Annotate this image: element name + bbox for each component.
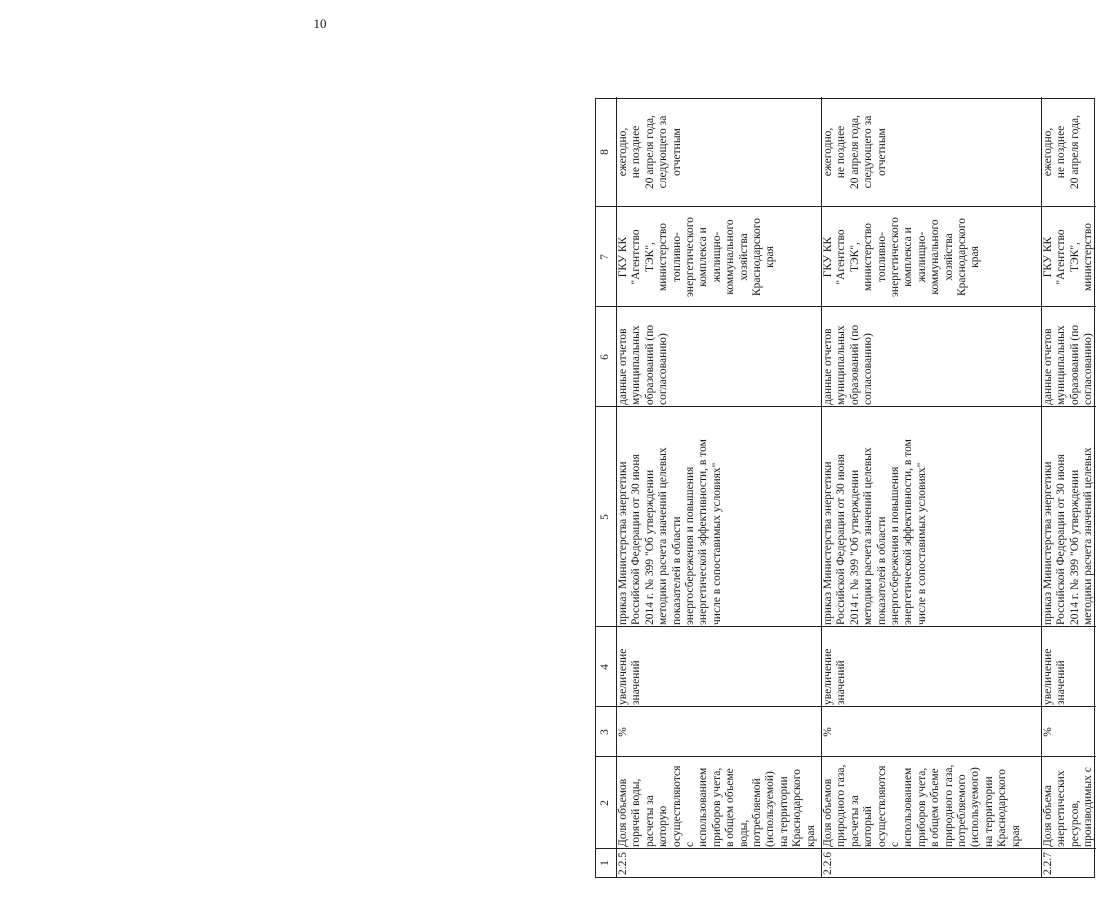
indicator-name: Доля объемов горячей воды, расчеты за которую осуществляются с использованием приборов учета, в общем объеме воды, потребляемой (используемой) на территории Краснодарского края — [617, 765, 817, 847]
trend: увеличение значений — [1042, 648, 1068, 705]
indicators-table — [595, 98, 1095, 878]
data-source: данные отчетов муниципальных образований (по согласованию) — [822, 324, 875, 405]
deadline: ежегодно, не позднее 20 апреля года, — [1042, 115, 1081, 189]
responsible-body: ГКУ КК "Агентство ТЭК", министерство топливно- энергетического комплекса и жилищно- коммунального хозяйства Краснодарского края — [822, 217, 982, 298]
header-col-1: 1 — [599, 860, 611, 866]
data-source: данные отчетов муниципальных образований (по согласованию) — [1042, 324, 1095, 405]
methodology-basis: приказ Министерства энергетики Российской Федерации от 30 июня 2014 г. № 399 "Об утверждении методики расчета значений целевых показателей в области энергосбережения и повышения энергетической эффективности, в том числе в сопоставимых условиях" — [822, 439, 928, 625]
page-number: 10 — [313, 16, 327, 31]
unit: % — [822, 727, 834, 737]
deadline: ежегодно, не позднее 20 апреля года, следующего за отчетным — [617, 115, 683, 189]
header-col-6: 6 — [599, 354, 611, 360]
methodology-basis: приказ Министерства энергетики Российской Федерации от 30 июня 2014 г. № 399 "Об утверждении методики расчета значений целевых — [1042, 447, 1095, 625]
header-col-5: 5 — [599, 514, 611, 520]
row-number: 2.2.5 — [617, 852, 629, 875]
indicator-name: Доля объемов природного газа, расчеты за который осуществляются с использованием приборов учета, в общем объеме природного газа, потребляемого (используемого) на территории Краснодарского края — [822, 764, 1022, 847]
rotated-table-container — [595, 98, 1095, 878]
header-col-7: 7 — [599, 254, 611, 260]
header-col-4: 4 — [599, 664, 611, 670]
deadline: ежегодно, не позднее 20 апреля года, следующего за отчетным — [822, 115, 888, 189]
header-col-2: 2 — [599, 800, 611, 806]
indicator-name: Доля объема энергетических ресурсов, производимых с — [1042, 767, 1095, 847]
responsible-body: ГКУ КК "Агентство ТЭК", министерство — [1042, 223, 1095, 291]
header-col-3: 3 — [599, 729, 611, 735]
trend: увеличение значений — [617, 648, 643, 705]
header-col-8: 8 — [599, 149, 611, 155]
data-source: данные отчетов муниципальных образований (по согласованию) — [617, 324, 670, 405]
trend: увеличение значений — [822, 648, 848, 705]
unit: % — [1042, 727, 1054, 737]
row-number: 2.2.6 — [822, 852, 834, 875]
unit: % — [617, 727, 629, 737]
methodology-basis: приказ Министерства энергетики Российской Федерации от 30 июня 2014 г. № 399 "Об утверждении методики расчета значений целевых показателей в области энергосбережения и повышения энергетической эффективности, в том числе в сопоставимых условиях" — [617, 439, 723, 625]
responsible-body: ГКУ КК "Агентство ТЭК", министерство топливно- энергетического комплекса и жилищно- коммунального хозяйства Краснодарского края — [617, 217, 777, 298]
row-number: 2.2.7 — [1042, 852, 1054, 875]
